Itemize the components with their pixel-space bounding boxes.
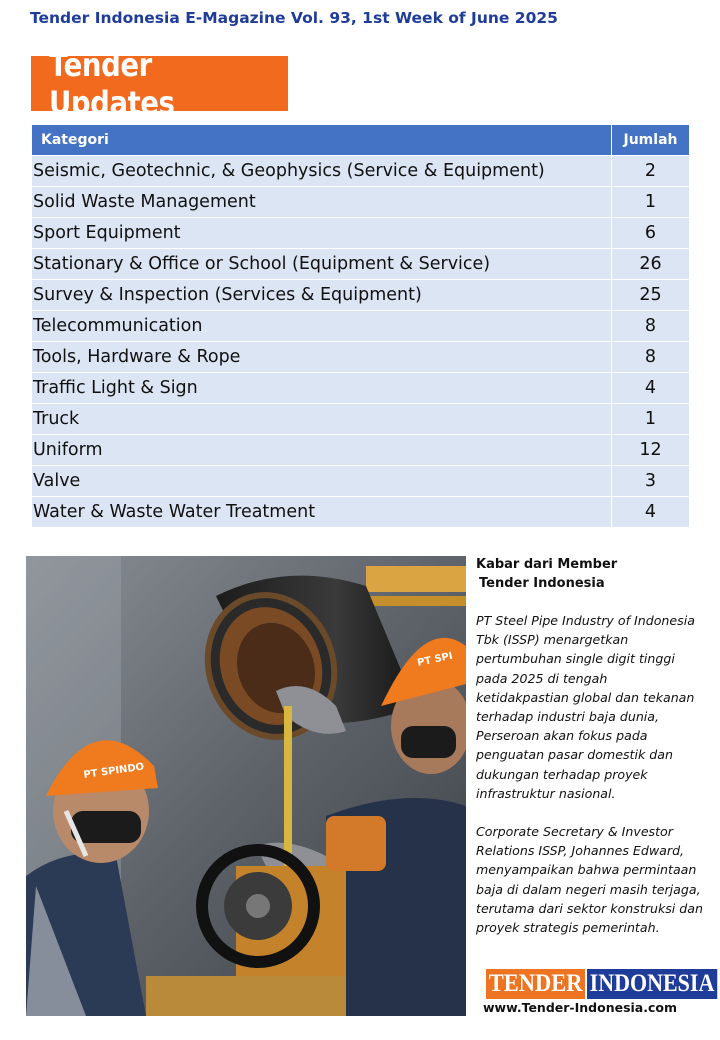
count-cell: 4 xyxy=(612,497,690,528)
category-cell: Solid Waste Management xyxy=(32,187,612,218)
news-title-line2: Tender Indonesia xyxy=(479,576,605,591)
category-cell: Seismic, Geotechnic, & Geophysics (Service & Equipment) xyxy=(32,156,612,187)
table-row xyxy=(32,373,690,404)
tender-category-table xyxy=(31,124,690,528)
category-cell: Tools, Hardware & Rope xyxy=(32,342,612,373)
category-cell: Sport Equipment xyxy=(32,218,612,249)
count-cell: 3 xyxy=(612,466,690,497)
website-url: www.Tender-Indonesia.com xyxy=(483,1000,678,1015)
table-row xyxy=(32,280,690,311)
category-cell: Stationary & Office or School (Equipment & Service) xyxy=(32,249,612,280)
news-title-line1: Kabar dari Member xyxy=(476,557,618,572)
table-row xyxy=(32,466,690,497)
column-header-count: Jumlah xyxy=(612,125,690,156)
news-paragraph-2: Corporate Secretary & Investor Relations ISSP, Johannes Edward, menyampaikan bahwa permintaan baja di dalam negeri masih terjaga, terutama dari sektor konstruksi dan proyek strategis pemerintah. xyxy=(476,824,703,936)
table-row xyxy=(32,404,690,435)
count-cell: 6 xyxy=(612,218,690,249)
helmet-label-left: PT SPINDO xyxy=(82,761,145,781)
count-cell: 1 xyxy=(612,404,690,435)
column-header-category: Kategori xyxy=(32,125,612,156)
tender-updates-banner xyxy=(31,45,288,122)
logo-part-tender: TENDER xyxy=(486,969,585,999)
count-cell: 26 xyxy=(612,249,690,280)
count-cell: 1 xyxy=(612,187,690,218)
category-cell: Traffic Light & Sign xyxy=(32,373,612,404)
category-cell: Uniform xyxy=(32,435,612,466)
count-cell: 2 xyxy=(612,156,690,187)
count-cell: 25 xyxy=(612,280,690,311)
news-section-title xyxy=(476,555,706,593)
category-cell: Water & Waste Water Treatment xyxy=(32,497,612,528)
banner-title: Tender Updates xyxy=(48,45,175,122)
table-row xyxy=(32,342,690,373)
news-photo-workers-steel-pipe xyxy=(26,556,466,1016)
news-paragraph-1: PT Steel Pipe Industry of Indonesia Tbk (ISSP) menargetkan pertumbuhan single digit tinggi pada 2025 di tengah ketidakpastian global dan tekanan terhadap industri baja dunia, Perseroan akan fokus pada penguatan pasar domestik dan dukungan terhadap proyek infrastruktur nasional. xyxy=(476,613,695,801)
table-row xyxy=(32,435,690,466)
table-header-row xyxy=(32,125,690,156)
table-row xyxy=(32,249,690,280)
category-cell: Valve xyxy=(32,466,612,497)
table-row xyxy=(32,156,690,187)
helmet-label-right: PT SPI xyxy=(416,650,454,669)
magazine-header: Tender Indonesia E-Magazine Vol. 93, 1st Week of June 2025 xyxy=(30,9,558,27)
count-cell: 4 xyxy=(612,373,690,404)
count-cell: 8 xyxy=(612,342,690,373)
category-cell: Survey & Inspection (Services & Equipment) xyxy=(32,280,612,311)
category-cell: Telecommunication xyxy=(32,311,612,342)
table-row xyxy=(32,187,690,218)
logo-part-indonesia: INDONESIA xyxy=(587,969,717,999)
category-cell: Truck xyxy=(32,404,612,435)
table-row xyxy=(32,218,690,249)
tender-indonesia-logo xyxy=(486,969,715,999)
count-cell: 8 xyxy=(612,311,690,342)
table-row xyxy=(32,497,690,528)
table-row xyxy=(32,311,690,342)
count-cell: 12 xyxy=(612,435,690,466)
